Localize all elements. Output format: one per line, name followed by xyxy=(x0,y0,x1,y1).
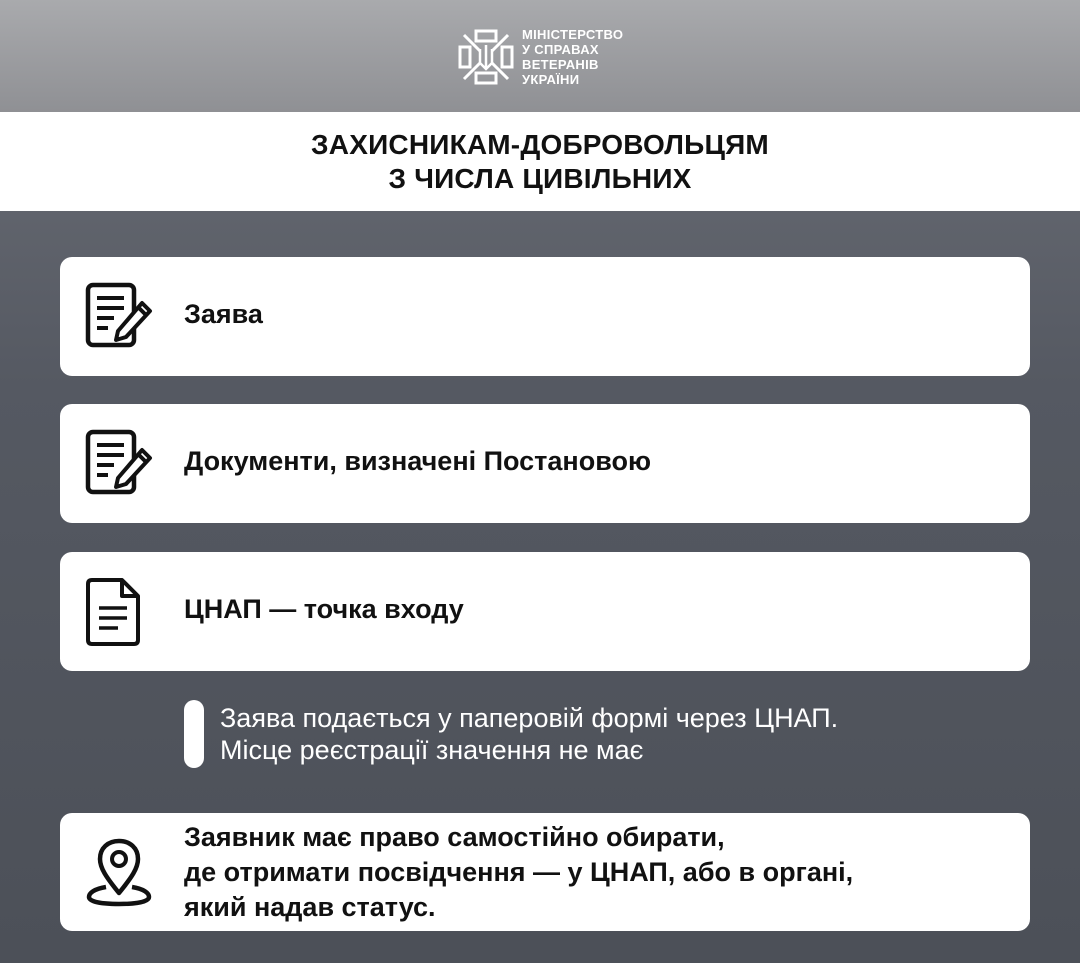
document-icon xyxy=(84,576,144,648)
card-label-line: який надав статус. xyxy=(184,892,436,922)
document-pen-icon xyxy=(84,428,154,498)
ministry-name-line: МІНІСТЕРСТВО xyxy=(522,27,624,42)
card-label: Заява xyxy=(184,299,263,329)
info-card-application xyxy=(60,257,1030,376)
card-label: Документи, визначені Постановою xyxy=(184,446,652,476)
ministry-name xyxy=(522,27,623,87)
ministry-name-line: УКРАЇНИ xyxy=(522,72,580,87)
note-line: Місце реєстрації значення не має xyxy=(220,735,644,765)
card-label-line: де отримати посвідчення — у ЦНАП, або в органі, xyxy=(184,857,854,887)
info-card-cnap xyxy=(60,552,1030,671)
note xyxy=(184,700,838,768)
ministry-logo xyxy=(456,26,623,88)
ministry-name-line: У СПРАВАХ xyxy=(522,42,599,57)
ministry-name-line: ВЕТЕРАНІВ xyxy=(522,57,599,72)
note-accent-bar xyxy=(184,700,204,768)
header-band xyxy=(0,0,1080,112)
card-label-line: Заявник має право самостійно обирати, xyxy=(184,822,725,852)
page-title-line: З ЧИСЛА ЦИВІЛЬНИХ xyxy=(388,162,692,194)
page-title xyxy=(0,112,1080,211)
note-text xyxy=(220,702,838,768)
info-card-choice xyxy=(60,813,1030,931)
location-pin-icon xyxy=(84,837,154,907)
card-label xyxy=(184,820,853,925)
document-pen-icon xyxy=(84,281,154,351)
note-line: Заява подається у паперовій формі через ЦНАП. xyxy=(220,703,839,733)
card-label: ЦНАП — точка входу xyxy=(184,594,464,624)
ministry-emblem-icon xyxy=(456,27,516,87)
page-title-line: ЗАХИСНИКАМ-ДОБРОВОЛЬЦЯМ xyxy=(311,128,769,160)
info-card-documents xyxy=(60,404,1030,523)
